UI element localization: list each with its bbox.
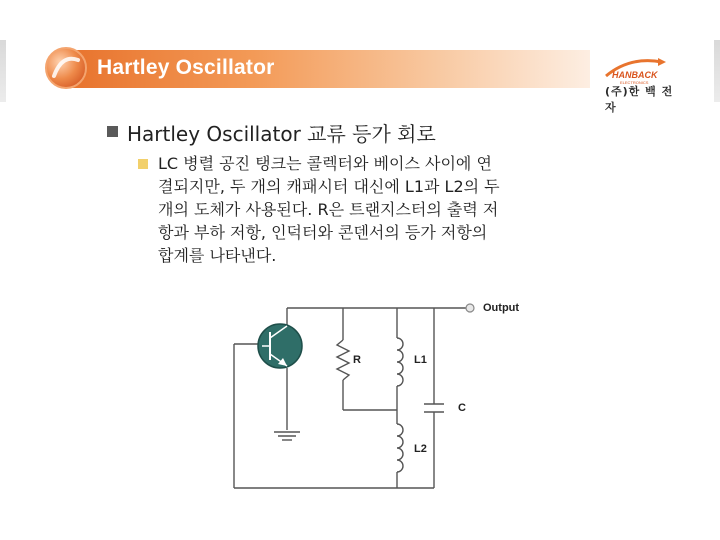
svg-text:ELECTRONICS: ELECTRONICS	[620, 80, 649, 85]
body-line: 항과 부하 저항, 인덕터와 콘덴서의 등가 저항의	[158, 223, 488, 242]
section-heading: Hartley Oscillator 교류 등가 회로	[127, 122, 436, 146]
output-label: Output	[483, 302, 520, 314]
body-line: 결되지만, 두 개의 캐패시터 대신에 L1과 L2의 두	[158, 177, 500, 196]
body-line: 개의 도체가 사용된다. R은 트랜지스터의 출력 저	[158, 200, 499, 219]
body-line: 합계를 나타낸다.	[158, 246, 277, 265]
slide-title: Hartley Oscillator	[97, 56, 275, 79]
transistor-icon	[258, 324, 302, 368]
resistor-label: R	[353, 354, 361, 366]
capacitor-label: C	[458, 402, 466, 414]
body-line: LC 병렬 공진 탱크는 콜렉터와 베이스 사이에 연	[158, 154, 492, 173]
inductor1-label: L1	[414, 354, 427, 366]
svg-text:HANBACK: HANBACK	[612, 70, 658, 80]
inductor2-label: L2	[414, 443, 427, 455]
output-terminal-icon	[466, 304, 474, 312]
company-name: (주)한 백 전 자	[605, 85, 674, 114]
